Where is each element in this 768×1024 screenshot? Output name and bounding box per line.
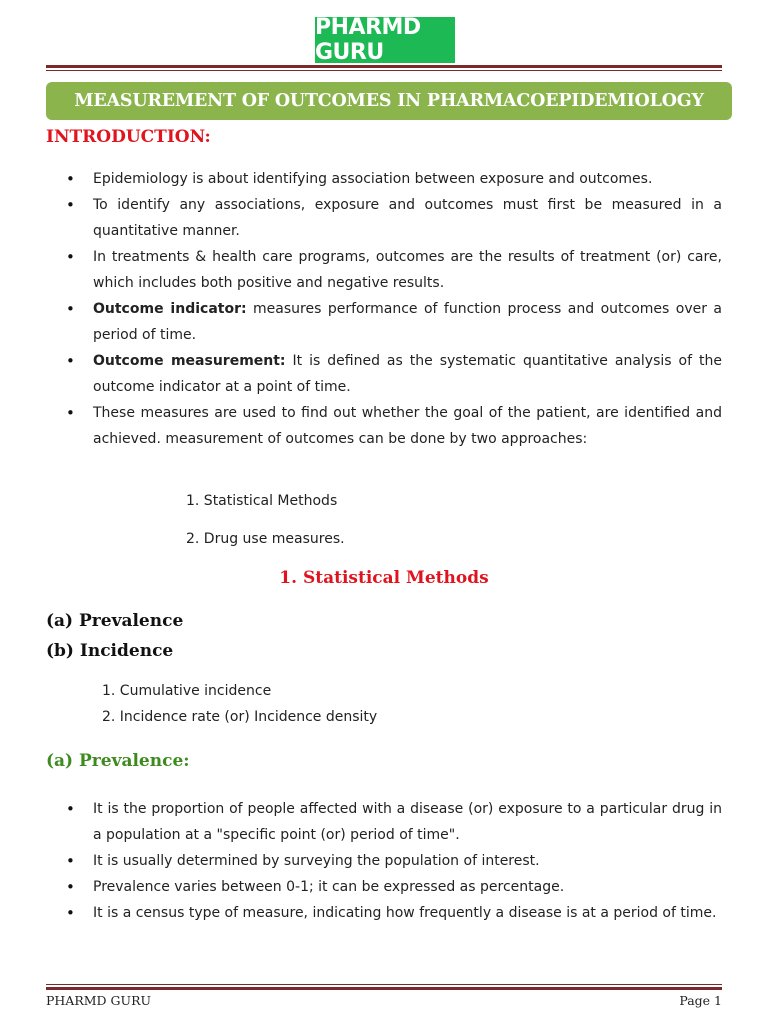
incidence-subheading: (b) Incidence [46, 641, 174, 661]
list-item: • It is usually determined by surveying the population of interest. [46, 848, 722, 874]
prevalence-list [46, 796, 722, 926]
list-item: • It is the proportion of people affected with a disease (or) exposure to a particular drug in a population at a "specific point (or) period of time". [46, 796, 722, 848]
list-item: • Epidemiology is about identifying association between exposure and outcomes. [46, 166, 722, 192]
page-number: Page 1 [679, 993, 722, 1008]
footer-rule [46, 987, 722, 990]
prevalence-heading: (a) Prevalence: [46, 751, 190, 771]
incidence-item: 2. Incidence rate (or) Incidence density [102, 709, 378, 725]
list-item: • Outcome measurement: It is defined as the systematic quantitative analysis of the outcome indicator at a point of time. [46, 348, 722, 400]
incidence-item: 1. Cumulative incidence [102, 683, 272, 699]
header-rule [46, 65, 722, 68]
list-item: • Prevalence varies between 0-1; it can be expressed as percentage. [46, 874, 722, 900]
brand-logo: PHARMD GURU [315, 17, 455, 63]
list-item: • Outcome indicator: measures performance of function process and outcomes over a period of time. [46, 296, 722, 348]
introduction-list [46, 166, 722, 452]
footer-brand: PHARMD GURU [46, 993, 152, 1008]
list-item: • These measures are used to find out whether the goal of the patient, are identified and achieved. measurement of outcomes can be done by two approaches: [46, 400, 722, 452]
list-item: • It is a census type of measure, indicating how frequently a disease is at a period of time. [46, 900, 722, 926]
list-item: • To identify any associations, exposure and outcomes must first be measured in a quantitative manner. [46, 192, 722, 244]
list-item: • In treatments & health care programs, outcomes are the results of treatment (or) care, which includes both positive and negative results. [46, 244, 722, 296]
page-title: MEASUREMENT OF OUTCOMES IN PHARMACOEPIDEMIOLOGY [46, 82, 732, 120]
approach-item: 2. Drug use measures. [186, 531, 345, 547]
footer-rule-thin [46, 984, 722, 985]
approach-item: 1. Statistical Methods [186, 493, 338, 509]
prevalence-subheading: (a) Prevalence [46, 611, 184, 631]
statistical-methods-heading: 1. Statistical Methods [279, 568, 489, 588]
introduction-heading: INTRODUCTION: [46, 127, 211, 147]
header-rule-thin [46, 70, 722, 71]
